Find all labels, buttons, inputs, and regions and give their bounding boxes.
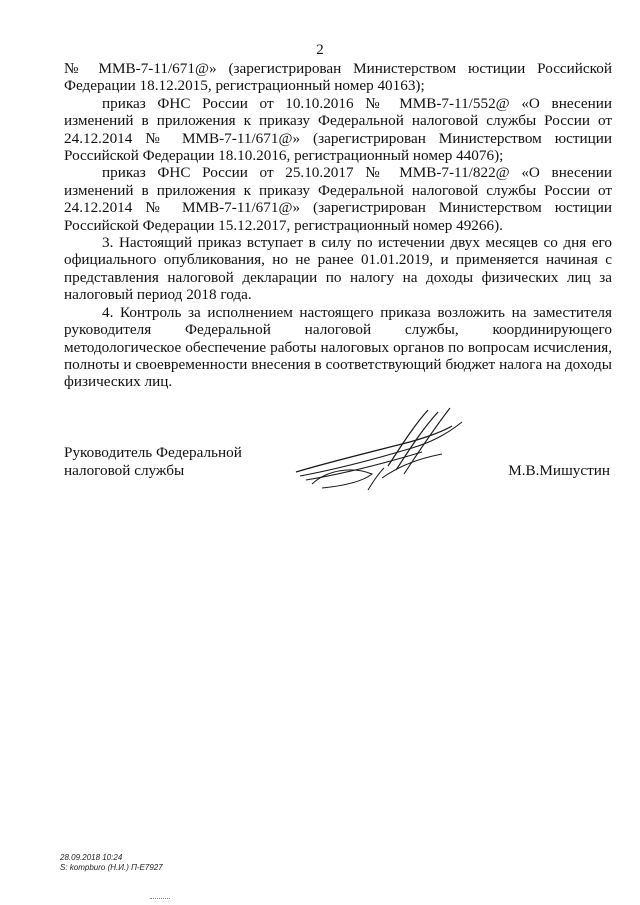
footer-timestamp: 28.09.2018 10:24 <box>60 853 123 862</box>
page-number: 2 <box>316 42 324 58</box>
paragraph-control: 4. Контроль за исполнением настоящего приказа возложить на заместителя руководителя Федеральной налоговой службы, координирующего методологическое обеспечение работы налоговых органов по вопросам исчисления, полноты и своевременности внесения в соответствующий бюджет налога на доходы физических лиц. <box>64 303 612 391</box>
signatory-position-line-1: Руководитель Федеральной <box>64 444 242 461</box>
signatory-position-line-2: налоговой службы <box>64 461 185 479</box>
handwritten-signature <box>292 404 470 496</box>
signatory-name: М.В.Мишустин <box>508 462 610 479</box>
paragraph-effective-date: 3. Настоящий приказ вступает в силу по истечении двух месяцев со дня его официального опубликования, но не ранее 01.01.2019, и применяется начиная с представления налоговой декларации по налогу на доходы физических лиц за налоговый период 2018 года. <box>64 234 612 304</box>
signatory-position <box>64 444 242 479</box>
scan-artifact <box>150 898 170 902</box>
document-footer <box>60 853 163 872</box>
paragraph-order-2017: приказ ФНС России от 25.10.2017 № ММВ-7-11/822@ «О внесении изменений в приложения к приказу Федеральной налоговой службы России от 24.12.2014 № ММВ-7-11/671@» (зарегистрирован Министерством юстиции Российской Федерации 15.12.2017, регистрационный номер 49266). <box>64 164 612 234</box>
paragraph-registration-continuation: № ММВ-7-11/671@» (зарегистрирован Министерством юстиции Российской Федерации 18.12.2015, регистрационный номер 40163); <box>64 60 612 95</box>
paragraph-order-2016: приказ ФНС России от 10.10.2016 № ММВ-7-11/552@ «О внесении изменений в приложения к приказу Федеральной налоговой службы России от 24.12.2014 № ММВ-7-11/671@» (зарегистрирован Министерством юстиции Российской Федерации 18.10.2016, регистрационный номер 44076); <box>64 94 612 165</box>
footer-operator-code: S: kompburo (Н.И.) П-Е7927 <box>60 862 163 872</box>
document-body <box>64 60 612 391</box>
